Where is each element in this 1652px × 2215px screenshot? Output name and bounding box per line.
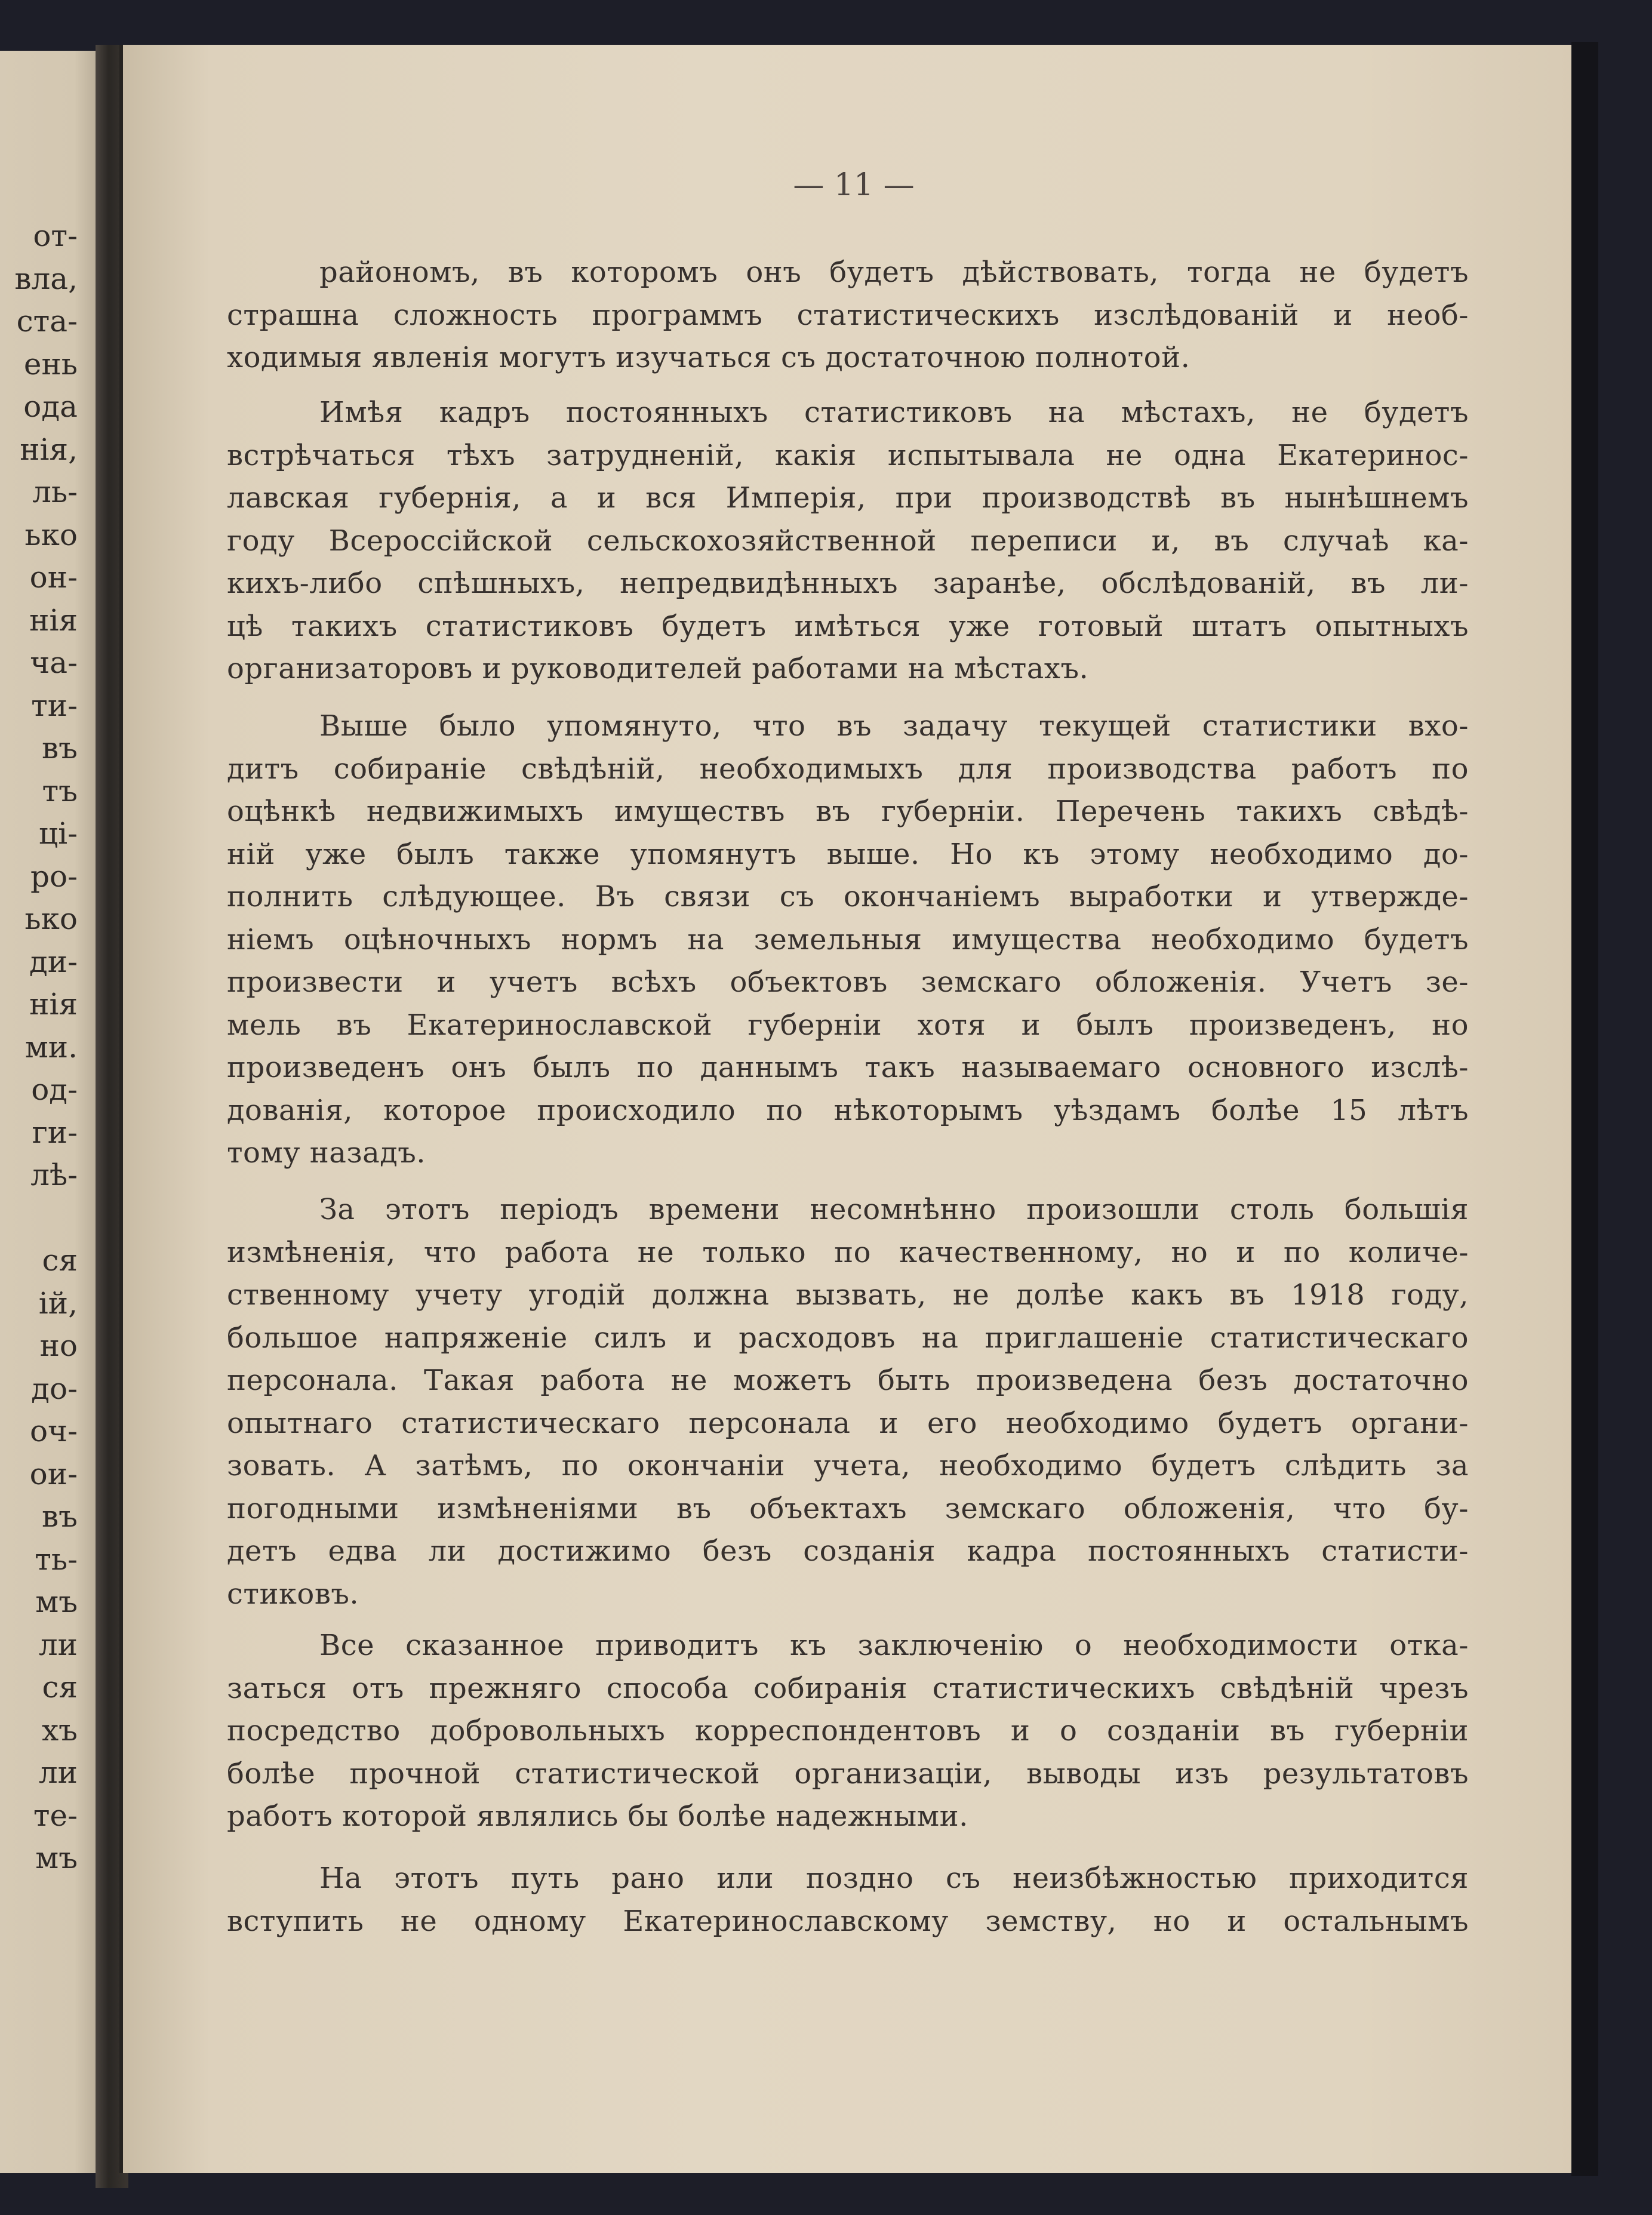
text-line: болѣе прочной статистической организаціи, выводы изъ результатовъ: [227, 1756, 1469, 1791]
text-line: организаторовъ и руководителей работами на мѣстахъ.: [227, 652, 1089, 685]
left-page-fragment: ги-: [32, 1115, 78, 1150]
left-page-fragment: ько: [24, 517, 78, 552]
left-page-fragment: мъ: [35, 1585, 78, 1619]
left-page-fragment: ста-: [16, 304, 78, 339]
text-line: оцѣнкѣ недвижимыхъ имуществъ въ губерніи. Перечень такихъ свѣдѣ-: [227, 795, 1469, 828]
text-line: персонала. Такая работа не можетъ быть произведена безъ достаточно: [227, 1364, 1469, 1397]
text-line: лавская губернія, а и вся Имперія, при производствѣ въ нынѣшнемъ: [227, 481, 1469, 515]
left-page-fragment: ча-: [30, 645, 78, 680]
text-line: зовать. А затѣмъ, по окончаніи учета, необходимо будетъ слѣдить за: [227, 1449, 1469, 1482]
text-line: ніемъ оцѣночныхъ нормъ на земельныя имущества необходимо будетъ: [227, 922, 1469, 956]
left-page-fragment: въ: [42, 1499, 78, 1534]
left-page-fragment: ль-: [32, 475, 78, 509]
text-line: дитъ собираніе свѣдѣній, необходимыхъ для производства работъ по: [227, 752, 1469, 786]
text-line: цѣ такихъ статистиковъ будетъ имѣться уже готовый штатъ опытныхъ: [227, 609, 1469, 643]
left-page-fragment: хъ: [41, 1712, 78, 1748]
left-page-fragment: от-: [33, 219, 78, 253]
text-line: дованія, которое происходило по нѣкоторымъ уѣздамъ болѣе 15 лѣтъ: [227, 1093, 1469, 1127]
text-line: страшна сложность программъ статистическихъ изслѣдованій и необ-: [227, 298, 1469, 332]
left-page-fragment: оч-: [29, 1414, 78, 1448]
left-page-fragment: ли: [38, 1627, 78, 1662]
left-page-fragment: нія: [29, 987, 78, 1022]
left-page-fragment: нія,: [20, 432, 78, 467]
text-line: вступить не одному Екатеринославскому земству, но и остальнымъ: [227, 1904, 1469, 1938]
left-page-fragment: ода: [23, 389, 78, 424]
text-line: посредство добровольныхъ корреспондентовъ и о созданіи въ губерніи: [227, 1714, 1469, 1748]
left-page-fragment: ень: [23, 346, 78, 382]
text-line: Имѣя кадръ постоянныхъ статистиковъ на мѣстахъ, не будетъ: [319, 396, 1469, 429]
left-page-fragment: мъ: [35, 1841, 78, 1875]
left-page-fragment: он-: [29, 560, 78, 595]
text-line: ходимыя явленія могутъ изучаться съ достаточною полнотой.: [227, 341, 1190, 374]
text-line: измѣненія, что работа не только по качественному, но и по количе-: [227, 1235, 1469, 1269]
text-line: мель въ Екатеринославской губерніи хотя и былъ произведенъ, но: [227, 1008, 1469, 1042]
page-number: — 11 —: [793, 167, 915, 203]
text-line: встрѣчаться тѣхъ затрудненій, какія испытывала не одна Екатеринос-: [227, 438, 1469, 472]
text-line: опытнаго статистическаго персонала и его необходимо будетъ органи-: [227, 1406, 1469, 1440]
left-page-fragment: въ: [42, 731, 78, 765]
left-page-fragment: ій,: [38, 1285, 78, 1321]
text-line: большое напряженіе силъ и расходовъ на приглашеніе статистическаго: [227, 1321, 1469, 1355]
text-line: Выше было упомянуто, что въ задачу текущей статистики вхо-: [319, 709, 1469, 743]
left-page-fragment: ці-: [38, 816, 78, 851]
left-page-fragment: те-: [33, 1798, 78, 1833]
text-line: полнить слѣдующее. Въ связи съ окончаніемъ выработки и утвержде-: [227, 880, 1469, 913]
left-page-fragment: ро-: [30, 859, 78, 894]
left-page-fragment: ся: [42, 1243, 78, 1278]
left-page-fragment: лѣ-: [30, 1158, 78, 1192]
text-line: На этотъ путь рано или поздно съ неизбѣжностью приходится: [319, 1862, 1469, 1895]
text-line: заться отъ прежняго способа собиранія статистическихъ свѣдѣній чрезъ: [227, 1671, 1469, 1705]
text-line: тому назадъ.: [227, 1136, 426, 1170]
left-facing-page: [0, 51, 106, 2173]
text-line: работъ которой являлись бы болѣе надежными.: [227, 1799, 968, 1833]
text-line: погодными измѣненіями въ объектахъ земскаго обложенія, что бу-: [227, 1491, 1469, 1525]
text-line: произведенъ онъ былъ по даннымъ такъ называемаго основного изслѣ-: [227, 1051, 1469, 1084]
left-page-fragment: ся: [42, 1670, 78, 1705]
page-edge-shadow: [1571, 42, 1598, 2176]
left-page-fragment: ти-: [31, 688, 78, 723]
left-page-fragment: вла,: [14, 261, 78, 296]
text-line: кихъ-либо спѣшныхъ, непредвидѣнныхъ заранѣе, обслѣдованій, въ ли-: [227, 567, 1469, 600]
left-page-fragment: но: [39, 1328, 78, 1363]
text-line: стиковъ.: [227, 1577, 359, 1611]
left-page-fragment: ько: [24, 902, 78, 936]
left-page-fragment: од-: [31, 1072, 78, 1107]
left-page-fragment: ми.: [24, 1029, 78, 1065]
text-line: детъ едва ли достижимо безъ созданія кадра постоянныхъ статисти-: [227, 1534, 1469, 1568]
text-line: райономъ, въ которомъ онъ будетъ дѣйствовать, тогда не будетъ: [319, 256, 1469, 289]
text-line: За этотъ періодъ времени несомнѣнно произошли столь большія: [319, 1193, 1469, 1226]
left-page-fragment: ли: [38, 1755, 78, 1790]
text-line: Все сказанное приводитъ къ заключенію о необходимости отка-: [319, 1629, 1469, 1662]
text-line: году Всероссійской сельскохозяйственной переписи и, въ случаѣ ка-: [227, 524, 1469, 558]
left-page-fragment: до-: [31, 1371, 78, 1406]
text-line: ній уже былъ также упомянутъ выше. Но къ этому необходимо до-: [227, 837, 1469, 871]
left-page-fragment: ои-: [29, 1456, 78, 1491]
left-page-fragment: ть-: [35, 1542, 78, 1577]
text-line: ственному учету угодій должна вызвать, не долѣе какъ въ 1918 году,: [227, 1278, 1469, 1312]
left-page-fragment: тъ: [42, 773, 78, 808]
text-line: произвести и учетъ всѣхъ объектовъ земскаго обложенія. Учетъ зе-: [227, 965, 1469, 999]
left-page-fragment: ди-: [29, 944, 78, 979]
left-page-fragment: нія: [29, 602, 78, 638]
